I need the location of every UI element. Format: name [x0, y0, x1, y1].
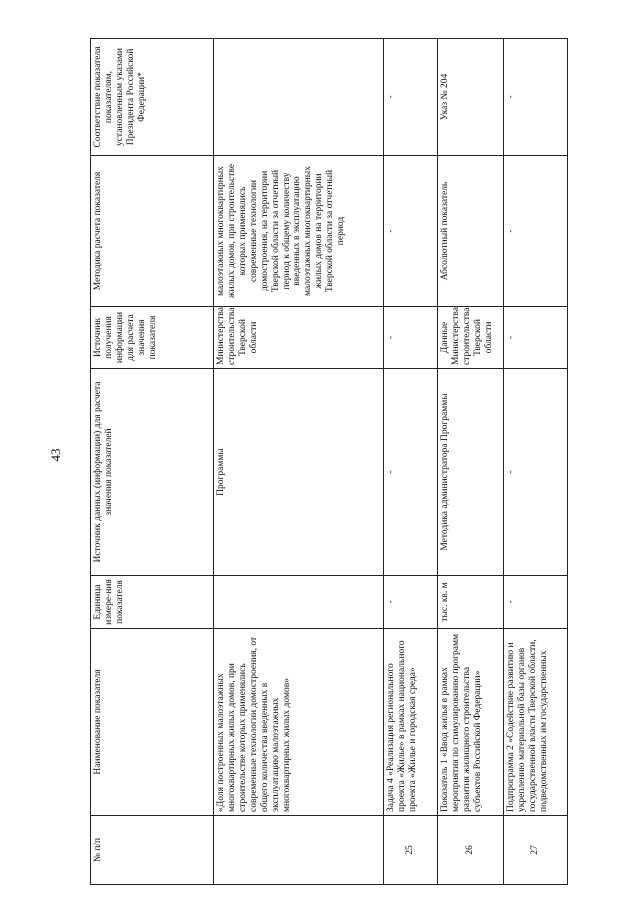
- row-method: Абсолютный показатель: [438, 156, 504, 307]
- row-decree: -: [384, 39, 438, 156]
- header-num: № п/п: [91, 816, 214, 885]
- row-unit: -: [504, 576, 568, 629]
- row-decree: -: [504, 39, 568, 156]
- header-name: Наименование показателя: [91, 629, 214, 816]
- row-name: «Доля построенных малоэтажных многоквартирных жилых домов, при строительстве которых применялись современные технологии домостроения, от общего количества введенных в эксплуатацию малоэтажных многоквартирных жилых домов»: [214, 629, 384, 816]
- row-num: [214, 816, 384, 885]
- indicator-table: [90, 38, 568, 885]
- row-data-source: Программы: [214, 369, 384, 576]
- table-row: [214, 39, 384, 885]
- header-decree: Соответствие показателя показателям, установленным указами Президента Российской Федерации*: [91, 39, 214, 156]
- row-info-source: Данные Министерства строительства Тверской области: [438, 307, 504, 369]
- row-name: Задача 4 «Реализация регионального проекта «Жилье» в рамках национального проекта «Жилье и городская среда»: [384, 629, 438, 816]
- row-name: Показатель 1 «Ввод жилья в рамках мероприятия по стимулированию программ развития жилищного строительства субъектов Российской Федерации»: [438, 629, 504, 816]
- header-unit: Единица измере-ния показателя: [91, 576, 214, 629]
- row-method: малоэтажных многоквартирных жилых домов, при строительстве которых применялись современные технологии домостроения, на территории Тверской области за отчетный период к общему количеству введенных в эксплуатацию малоэтажных многоквартирных жилых домов на территории Тверской области за отчетный период: [214, 156, 384, 307]
- header-info-source: Источник получения информации для расчета значения показателя: [91, 307, 214, 369]
- row-decree: Указ № 204: [438, 39, 504, 156]
- table-row: [384, 39, 438, 885]
- rotated-table-wrapper: [90, 39, 562, 885]
- row-data-source: Методика администратора Программы: [438, 369, 504, 576]
- row-num: 25: [384, 816, 438, 885]
- row-unit: [214, 576, 384, 629]
- header-row: [91, 39, 214, 885]
- row-unit: -: [384, 576, 438, 629]
- row-info-source: Министерства строительства Тверской области: [214, 307, 384, 369]
- row-data-source: -: [384, 369, 438, 576]
- table-row: [504, 39, 568, 885]
- header-data-source: Источник данных (информации) для расчета значения показателей: [91, 369, 214, 576]
- row-num: 26: [438, 816, 504, 885]
- row-decree: [214, 39, 384, 156]
- table-stage: [90, 39, 562, 885]
- row-method: -: [504, 156, 568, 307]
- row-info-source: -: [504, 307, 568, 369]
- row-num: 27: [504, 816, 568, 885]
- row-method: -: [384, 156, 438, 307]
- row-unit: тыс. кв. м: [438, 576, 504, 629]
- table-row: [438, 39, 504, 885]
- page-number: 43: [48, 448, 63, 462]
- row-info-source: -: [384, 307, 438, 369]
- header-method: Методика расчета показателя: [91, 156, 214, 307]
- row-name: Подпрограмма 2 «Содействие развитию и укреплению материальной базы органов государственной власти Тверской области, подведомственных им государственных: [504, 629, 568, 816]
- row-data-source: -: [504, 369, 568, 576]
